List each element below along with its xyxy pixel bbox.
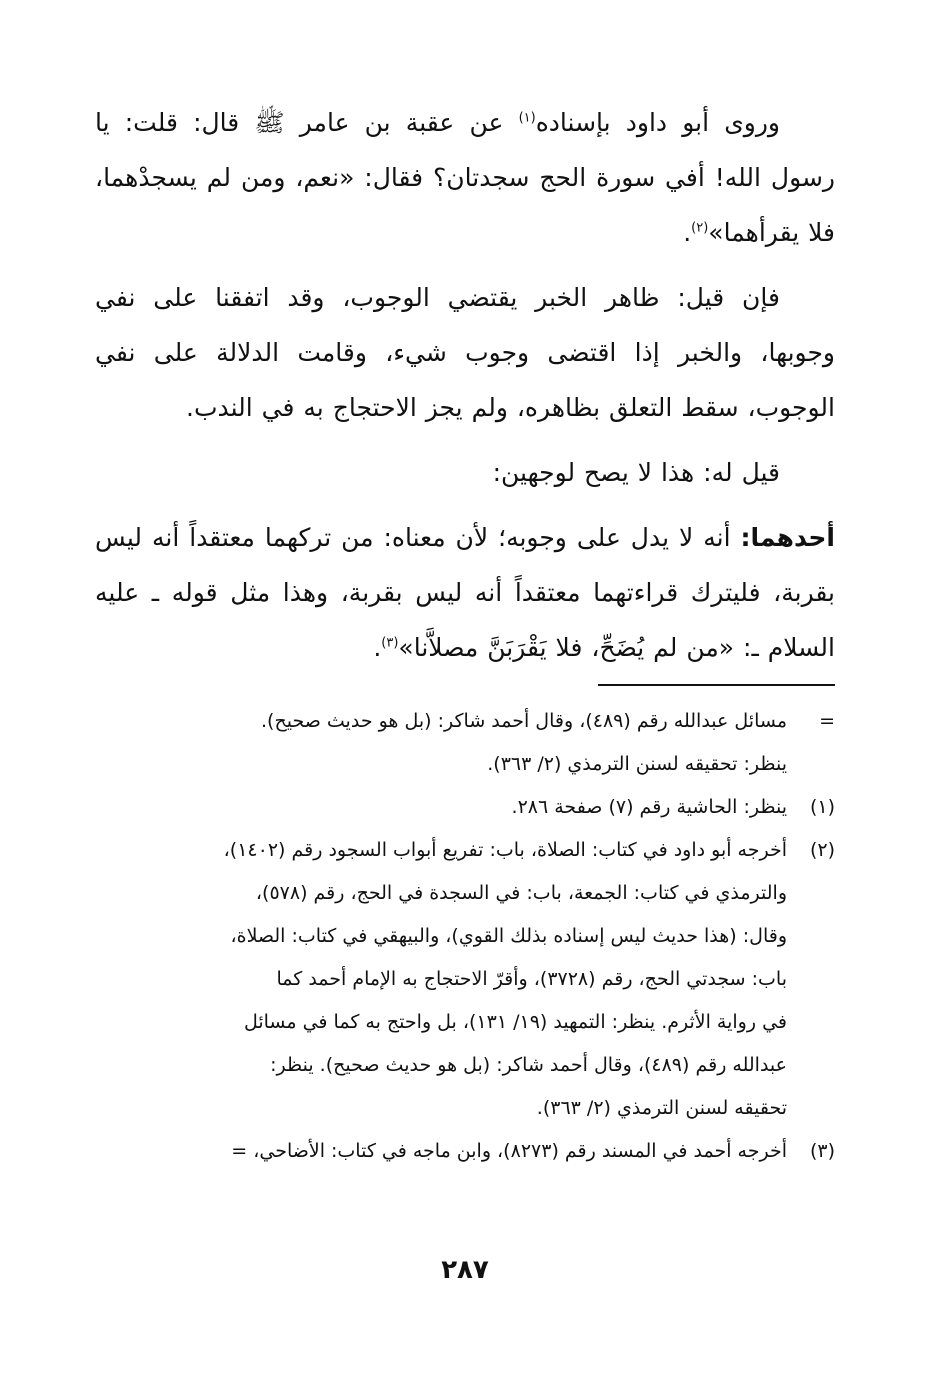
footnote-continued (95, 700, 835, 786)
footnote-line: باب: سجدتي الحج، رقم (٣٧٢٨)، وأقرّ الاحتجاج به الإمام أحمد كما (276, 968, 787, 990)
footnote-line: ينظر: الحاشية رقم (٧) صفحة ٢٨٦. (511, 796, 787, 818)
footnote-line: ينظر: تحقيقه لسنن الترمذي (٢/ ٣٦٣). (487, 753, 787, 775)
footnote-divider (598, 684, 835, 686)
page-number: ٢٨٧ (441, 1255, 489, 1285)
footnote-marker: = (819, 710, 835, 732)
footnote-ref-2: (٢) (691, 220, 709, 236)
footnote-body (95, 786, 787, 829)
footnote-line: أخرجه أبو داود في كتاب: الصلاة، باب: تفريع أبواب السجود رقم (١٤٠٢)، (223, 839, 787, 861)
paragraph-4-text: أنه لا يدل على وجوبه؛ لأن معناه: من تركهما معتقداً أنه ليس بقربة، فليترك قراءتهما معتقداً أنه ليس بقربة، وهذا مثل قوله ـ عليه السلام ـ: «من لم يُضَحِّ، فلا يَقْرَبَنَّ مصلاَّنا» (95, 523, 835, 662)
footnote-line: أخرجه أحمد في المسند رقم (٨٢٧٣)، وابن ماجه في كتاب: الأضاحي، = (231, 1140, 787, 1162)
footnote-line: وقال: (هذا حديث ليس إسناده بذلك القوي)، والبيهقي في كتاب: الصلاة، (230, 925, 787, 947)
paragraph-1 (95, 95, 835, 260)
paragraph-4-lead: أحدهما: (740, 523, 835, 552)
footnote-line: تحقيقه لسنن الترمذي (٢/ ٣٦٣). (536, 1097, 787, 1119)
footnote-ref-1: (١) (518, 110, 536, 126)
footnote-body (95, 1130, 787, 1173)
paragraph-4 (95, 510, 835, 675)
footnote-line: عبدالله رقم (٤٨٩)، وقال أحمد شاكر: (بل هو حديث صحيح). ينظر: (270, 1054, 787, 1076)
footnote-body (95, 700, 787, 786)
footnote-ref-3: (٣) (381, 635, 399, 651)
footnote-line: والترمذي في كتاب: الجمعة، باب: في السجدة في الحج، رقم (٥٧٨)، (255, 882, 787, 904)
paragraph-1-text: وروى أبو داود بإسناده (535, 108, 780, 137)
footnote-marker: (١) (809, 796, 835, 818)
footnote-2 (95, 829, 835, 1130)
footnote-line: في رواية الأثرم. ينظر: التمهيد (١٩/ ١٣١)، بل واحتج به كما في مسائل (243, 1011, 787, 1033)
footnote-3 (95, 1130, 835, 1173)
paragraph-2: فإن قيل: ظاهر الخبر يقتضي الوجوب، وقد اتفقنا على نفي وجوبها، والخبر إذا اقتضى وجوب شيء، وقامت الدلالة على نفي الوجوب، سقط التعلق بظاهره، ولم يجز الاحتجاج به في الندب. (95, 283, 835, 422)
footnote-1 (95, 786, 835, 829)
footnote-body (95, 829, 787, 1130)
footnote-marker: (٢) (809, 839, 835, 861)
paragraph-4-end: . (373, 633, 382, 662)
footnote-line: مسائل عبدالله رقم (٤٨٩)، وقال أحمد شاكر: (بل هو حديث صحيح). (261, 710, 787, 732)
paragraph-1-end: . (683, 218, 692, 247)
paragraph-1-rest: عن عقبة بن عامر ﷺ قال: قلت: يا رسول الله! أفي سورة الحج سجدتان؟ فقال: «نعم، ومن لم يسجدْهما، فلا يقرأهما» (95, 108, 835, 247)
paragraph-3: قيل له: هذا لا يصح لوجهين: (492, 458, 780, 487)
main-text (95, 95, 835, 675)
footnote-marker: (٣) (809, 1140, 835, 1162)
footnotes (95, 700, 835, 1173)
